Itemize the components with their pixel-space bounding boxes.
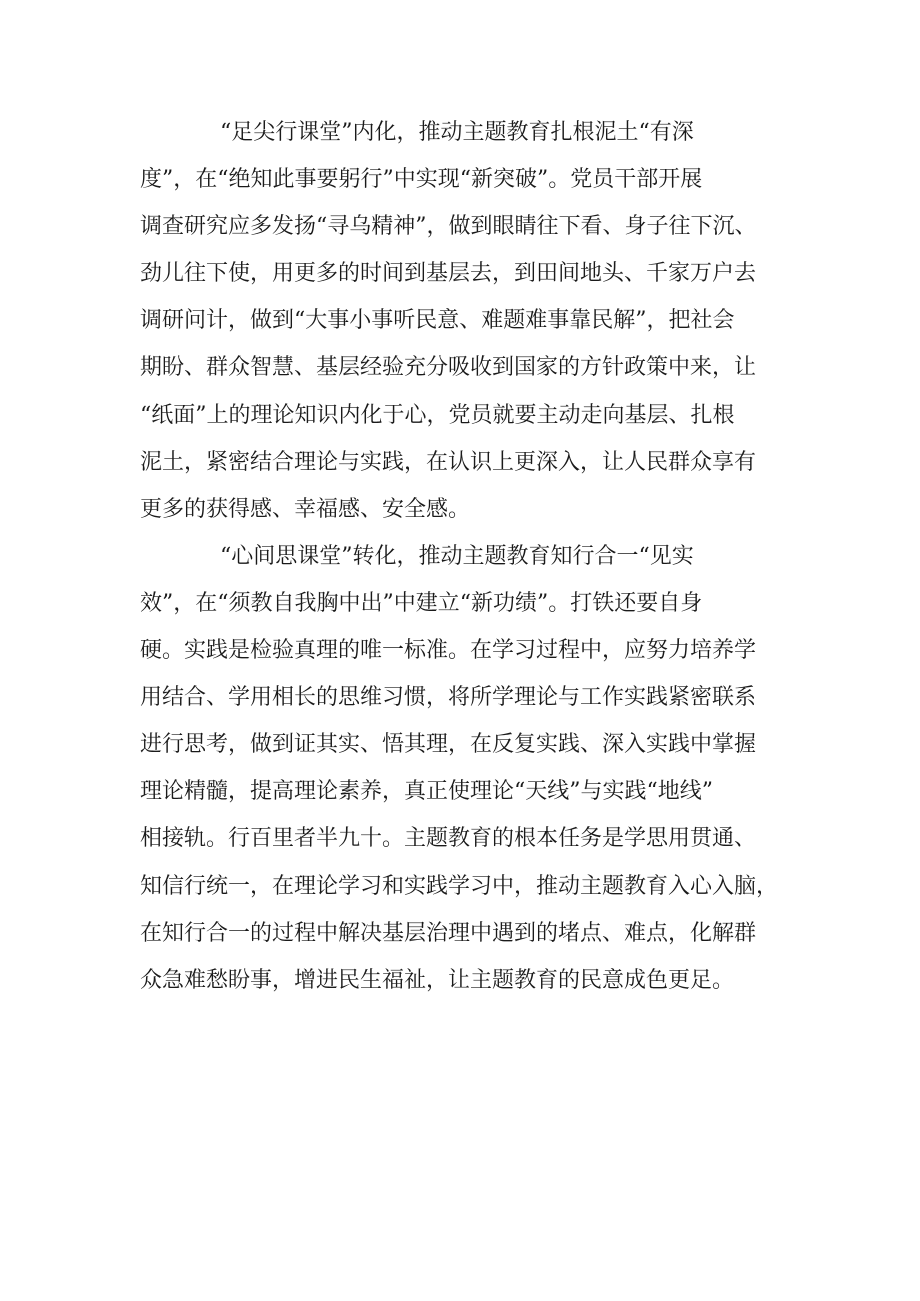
paragraph-1-line-5: 调研问计，做到“大事小事听民意、难题难事靠民解”，把社会 bbox=[140, 308, 735, 334]
paragraph-1-line-7: “纸面”上的理论知识内化于心，党员就要主动走向基层、扎根 bbox=[140, 402, 735, 428]
paragraph-2-line-3: 硬。实践是检验真理的唯一标准。在学习过程中，应努力培养学 bbox=[140, 638, 757, 664]
paragraph-2-line-2: 效”，在“须教自我胸中出”中建立“新功绩”。打铁还要自身 bbox=[140, 590, 703, 616]
paragraph-1-line-6: 期盼、群众智慧、基层经验充分吸收到国家的方针政策中来，让 bbox=[140, 355, 757, 381]
paragraph-2-line-7: 相接轨。行百里者半九十。主题教育的根本任务是学思用贯通、 bbox=[140, 826, 757, 852]
paragraph-1-line-4: 劲儿往下使，用更多的时间到基层去，到田间地头、千家万户去 bbox=[140, 261, 757, 287]
paragraph-2-line-10: 众急难愁盼事，增进民生福祉，让主题教育的民意成色更足。 bbox=[140, 967, 735, 993]
paragraph-1-line-2: 度”，在“绝知此事要躬行”中实现“新突破”。党员干部开展 bbox=[140, 167, 703, 193]
paragraph-2-line-5: 进行思考，做到证其实、悟其理，在反复实践、深入实践中掌握 bbox=[140, 732, 757, 758]
paragraph-2-line-4: 用结合、学用相长的思维习惯，将所学理论与工作实践紧密联系 bbox=[140, 685, 757, 711]
paragraph-1-line-1: “足尖行课堂”内化，推动主题教育扎根泥土“有深 bbox=[220, 120, 694, 145]
paragraph-2-line-6: 理论精髓，提高理论素养，真正使理论“天线”与实践“地线” bbox=[140, 779, 713, 805]
paragraph-2-line-1: “心间思课堂”转化，推动主题教育知行合一“见实 bbox=[220, 543, 694, 569]
paragraph-2-line-8: 知信行统一，在理论学习和实践学习中，推动主题教育入心入脑， bbox=[140, 873, 779, 899]
document-body bbox=[140, 109, 780, 1004]
paragraph-2-line-9: 在知行合一的过程中解决基层治理中遇到的堵点、难点，化解群 bbox=[140, 920, 757, 946]
paragraph-1-line-3: 调查研究应多发扬“寻乌精神”，做到眼睛往下看、身子往下沉、 bbox=[140, 214, 757, 240]
paragraph-1-line-9: 更多的获得感、幸福感、安全感。 bbox=[140, 496, 471, 522]
paragraph-1-line-8: 泥土，紧密结合理论与实践，在认识上更深入，让人民群众享有 bbox=[140, 449, 757, 475]
